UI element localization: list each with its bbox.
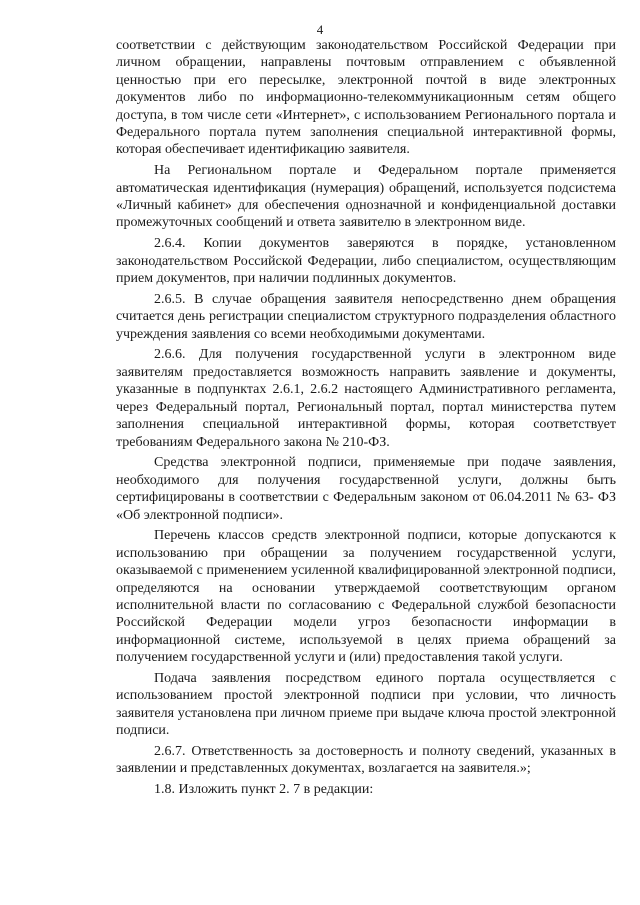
paragraph-2-6-5: 2.6.5. В случае обращения заявителя непосредственно днем обращения считается день регистрации специалистом структурного подразделения областного учреждения заявления со всеми необходимыми документами. [116,291,616,342]
paragraph-2-6-7: 2.6.7. Ответственность за достоверность и полноту сведений, указанных в заявлении и представленных документах, возлагается на заявителя.»; [116,743,616,777]
paragraph-portal-identification: На Региональном портале и Федеральном портале применяется автоматическая идентификация (нумерация) обращений, используется подсистема «Личный кабинет» для обеспечения однозначной и конфиденциальной доставки промежуточных сообщений и ответа заявителю в электронном виде. [116,163,616,231]
paragraph-signature-classes: Перечень классов средств электронной подписи, которые допускаются к использованию при обращении за получением государственной услуги, оказываемой с применением усиленной квалифицированной электронной подписи, определяются на основании утверждаемой соответствующим органом исполнительной власти по согласованию с Федеральной службой безопасности Российской Федерации модели угроз безопасности информации в информационной системе, используемой в целях приема обращений за получением государственной услуги и (или) предоставления такой услуги. [116,528,616,666]
paragraph-continuation: соответствии с действующим законодательством Российской Федерации при личном обращении, направлены почтовым отправлением с объявленной ценностью при его пересылке, электронной почтой в виде электронных документов либо по информационно-телекоммуникационным сетям общего доступа, в том числе сети «Интернет», с использованием Регионального портала и Федерального портала путем заполнения специальной интерактивной формы, которая обеспечивает идентификацию заявителя. [116,38,616,158]
paragraph-unified-portal: Подача заявления посредством единого портала осуществляется с использованием простой электронной подписи при условии, что личность заявителя установлена при личном приеме при выдаче ключа простой электронной подписи. [116,670,616,739]
paragraph-2-6-6: 2.6.6. Для получения государственной услуги в электронном виде заявителям предоставляется возможность направить заявление и документы, указанные в подпунктах 2.6.1, 2.6.2 настоящего Административного регламента, через Федеральный портал, Региональный портал, портал министерства путем заполнения специальной интерактивной формы, которая соответствует требованиям Федерального закона № 210-ФЗ. [116,347,616,450]
paragraph-electronic-signature: Средства электронной подписи, применяемые при подаче заявления, необходимого для получения государственной услуги, должны быть сертифицированы в соответствии с Федеральным законом от 06.04.2011 № 63- ФЗ «Об электронной подписи». [116,455,616,523]
paragraph-1-8: 1.8. Изложить пункт 2. 7 в редакции: [154,782,374,798]
paragraph-2-6-4: 2.6.4. Копии документов заверяются в порядке, установленном законодательством Российской Федерации, либо специалистом, осуществляющим прием документов, при наличии подлинных документов. [116,236,616,287]
page-number: 4 [316,22,324,37]
document-body [116,37,616,799]
